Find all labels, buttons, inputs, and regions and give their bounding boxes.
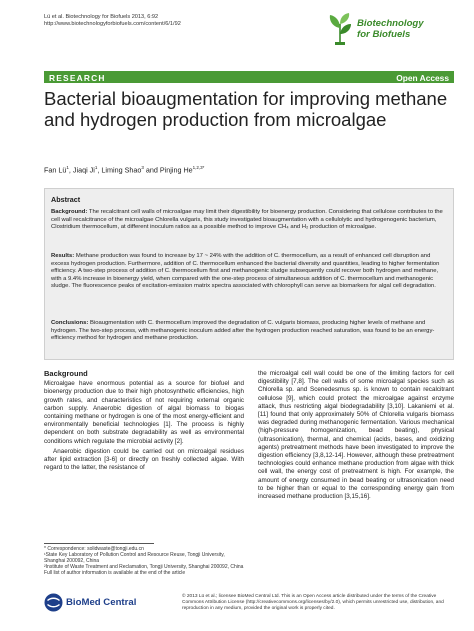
body-paragraph: Anaerobic digestion could be carried out on microalgal residues after lipid extraction [3-6] or directly on freshly collected algae. With regard to the latter, the resistance of: [44, 447, 244, 472]
citation-line: Lü et al. Biotechnology for Biofuels 2013, 6:92: [44, 14, 159, 20]
body-paragraph: the microalgal cell wall could be one of the limiting factors for cell digestibility [7,8]. The cell walls of some microalgal species such as Chlorella sp. and Scenedesmus sp. is known to contain recalcitrant cellulose [9], which could protect the microalgae against enzyme attack, thus restricting algal biodegradability [3,10]. Lakaniemi et al. [11] found that only approximately 50% of Chlorella vulgaris biomass was degraded during methanogenic fermentation. Various mechanical (high-pressure homogenization, bead beating), physical (ultrasonication), thermal, and chemical (acids, bases, and oxidizing agents) pretreatment methods have been investigated to improve the digestion efficiency [3,8,12-14]. However, although these pretreatment technologies could enhance methane production from algae with thick cell wall, the energy cost of pretreatment is high. For example, the amount of energy consumed in bead beating or ultrasonication need to be higher than or equal to the corresponding energy gain from increased methane production [3,15,16].: [258, 370, 454, 501]
license-text: © 2013 Lü et al.; licensee BioMed Central Ltd. This is an Open Access article distributed under the terms of the Creative Commons Attribution License (http://creativecommons.org/licenses/by/2.0), which permits unrestricted use, distribution, and reproduction in any medium, provided the original work is properly cited.: [182, 594, 444, 611]
abstract-conclusions-text: Bioaugmentation with C. thermocellum improved the degradation of C. vulgaris biomass, producing higher levels of methane and hydrogen. The two-step process, with methanogenic inoculum added after the hydrogen production reached saturation, was found to be an energy-efficiency method for hydrogen and methane production.: [51, 320, 435, 341]
author-name: Jiaqi Ji: [72, 165, 95, 175]
author-name: Fan Lü: [44, 165, 67, 175]
journal-name: Biotechnology for Biofuels: [357, 18, 424, 40]
body-column-left: [44, 370, 244, 474]
biomed-central-icon: [44, 593, 63, 612]
article-type-banner: [44, 71, 454, 83]
abstract-heading: Abstract: [51, 195, 81, 204]
open-access-label: Open Access: [396, 72, 449, 83]
affiliation-marker: 1: [94, 165, 98, 170]
article-url[interactable]: http://www.biotechnologyforbiofuels.com/content/6/1/92: [44, 21, 181, 27]
affiliation-marker: 1: [66, 165, 69, 170]
journal-citation: [44, 14, 284, 28]
article-type-label: RESEARCH: [49, 72, 106, 83]
affiliation-marker: 3: [141, 165, 144, 170]
footnote-divider: [44, 543, 154, 544]
author-name: Liming Shao: [101, 165, 142, 175]
author-name: Pinjing He: [159, 165, 193, 175]
body-paragraph: Microalgae have enormous potential as a source for biofuel and bioenergy production due to their high photosynthetic efficiencies, high growth rates, and characteristics of not requiring external organic carbon supply. Anaerobic digestion of algal biomass to biogas containing methane or hydrogen is one of the most energy-efficient and environmentally beneficial technologies [1]. The process is highly dependent on both substrate degradability as well as environmental conditions which regulate the microbial activity [2].: [44, 380, 244, 445]
abstract-results: [51, 253, 447, 291]
abstract-results-text: Methane production was found to increase by 17 ~ 24% with the addition of C. thermocellum, as a result of enhanced cell disruption and excess hydrogen production. Furthermore, addition of C. thermocellum enhanced the bacterial diversity and quantities, leading to higher fermentation efficiency. A two-step process of addition of C. thermocellum first and methanogenic sludge subsequently could recover both hydrogen and methane, with a 9.4% increase in bioenergy yield, when compared with the one-step process of simultaneous addition of C. thermocellum and methanogenic sludge. The fluorescence peaks of excitation-emission matrix spectra associated with chlorophyll can serve as biomarkers for algal cell degradation.: [51, 253, 440, 289]
abstract-background: [51, 209, 447, 232]
abstract-conclusions-label: Conclusions:: [51, 320, 89, 326]
abstract-background-label: Background:: [51, 209, 88, 215]
abstract-results-label: Results:: [51, 253, 75, 259]
publisher-name: BioMed Central: [66, 597, 137, 608]
affiliation-marker: 1,2,3*: [192, 165, 205, 170]
abstract-conclusions: [51, 320, 447, 343]
correspondence-note: * Correspondence: solidwaste@tongji.edu.cn: [44, 546, 144, 552]
abstract-background-text: The recalcitrant cell walls of microalgae may limit their digestibility for bioenergy production. Considering that cellulose contributes to the cell wall recalcitrance of the microalgae Chlorella vulgaris, this study investigated bioaugmentation with a cellulolytic and hydrogenogenic bacterium, Clostridium thermocellum, at different inoculum ratios as a possible method to improve CH₄ and H₂ production of microalgae.: [51, 209, 443, 230]
affiliation-note: ¹State Key Laboratory of Pollution Control and Resource Reuse, Tongji University, Shanghai 200092, China: [44, 552, 225, 565]
leaf-flask-icon: [325, 12, 355, 46]
article-title: Bacterial bioaugmentation for improving methane and hydrogen production from microalgae: [44, 88, 448, 130]
affiliation-note: ²Institute of Waste Treatment and Reclamation, Tongji University, Shanghai 200092, China: [44, 564, 244, 571]
abstract-box: [44, 188, 454, 360]
footnotes: [44, 546, 244, 576]
publisher-logo: [44, 592, 154, 614]
body-column-right: [258, 370, 454, 503]
author-info-note: Full list of author information is available at the end of the article: [44, 570, 186, 577]
author-list: Fan $Lü^1$, Jiaqi Ji$^1$, Liming Shao$^3$ and Pinjing $He^{1,2,3*}$: [44, 165, 205, 175]
section-heading: Background: [44, 369, 88, 378]
journal-logo: [325, 12, 455, 52]
